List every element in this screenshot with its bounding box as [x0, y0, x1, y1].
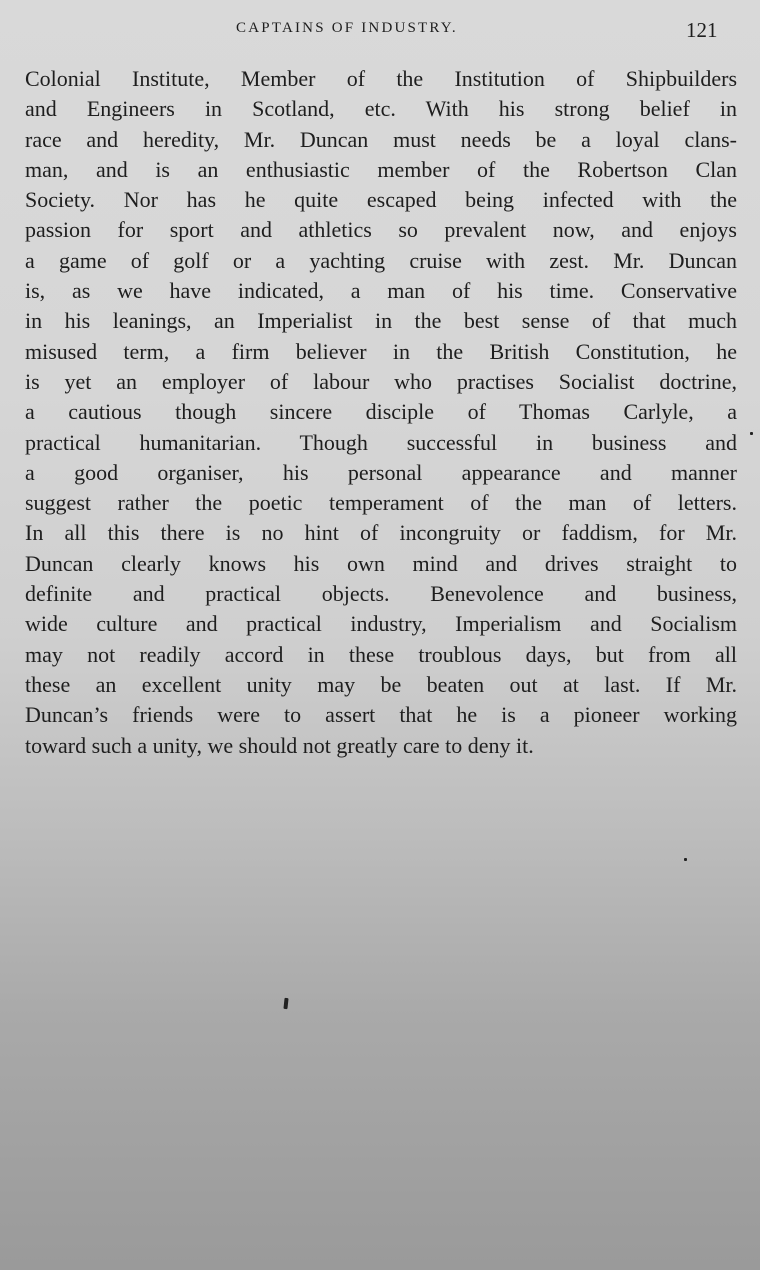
text-line: in his leanings, an Imperialist in the best sense of that much — [25, 308, 737, 334]
text-line: In all this there is no hint of incongruity or faddism, for Mr. — [25, 520, 737, 546]
running-head — [0, 18, 760, 48]
text-line: a game of golf or a yachting cruise with zest. Mr. Duncan — [25, 247, 737, 273]
text-line: definite and practical objects. Benevolence and business, — [25, 581, 737, 607]
ink-speck — [283, 998, 288, 1009]
text-line: Society. Nor has he quite escaped being infected with the — [25, 187, 737, 213]
running-title: CAPTAINS OF INDUSTRY. — [236, 20, 458, 36]
text-line: practical humanitarian. Though successful in business and — [25, 429, 737, 455]
text-line: and Engineers in Scotland, etc. With his strong belief in — [25, 96, 737, 122]
text-line: passion for sport and athletics so prevalent now, and enjoys — [25, 217, 737, 243]
text-line: may not readily accord in these troublous days, but from all — [25, 641, 737, 667]
text-line: a cautious though sincere disciple of Thomas Carlyle, a — [25, 399, 737, 425]
text-line: is, as we have indicated, a man of his time. Conservative — [25, 278, 737, 304]
ink-speck — [684, 858, 687, 861]
text-line: these an excellent unity may be beaten out at last. If Mr. — [25, 671, 737, 697]
text-line: wide culture and practical industry, Imperialism and Socialism — [25, 611, 737, 637]
text-line: is yet an employer of labour who practises Socialist doctrine, — [25, 368, 737, 394]
ink-speck — [750, 432, 753, 435]
text-line: Duncan clearly knows his own mind and drives straight to — [25, 550, 737, 576]
page-number: 121 — [686, 18, 718, 42]
text-line: Colonial Institute, Member of the Institution of Shipbuilders — [25, 66, 737, 91]
text-line: man, and is an enthusiastic member of the Robertson Clan — [25, 156, 737, 182]
text-line: toward such a unity, we should not greatly care to deny it. — [25, 732, 534, 758]
body-paragraph — [25, 64, 737, 761]
text-line: Duncan’s friends were to assert that he is a pioneer working — [25, 702, 737, 728]
text-line: race and heredity, Mr. Duncan must needs be a loyal clans- — [25, 126, 737, 152]
text-line: a good organiser, his personal appearance and manner — [25, 459, 737, 485]
text-line: misused term, a firm believer in the British Constitution, he — [25, 338, 737, 364]
text-line: suggest rather the poetic temperament of the man of letters. — [25, 490, 737, 516]
